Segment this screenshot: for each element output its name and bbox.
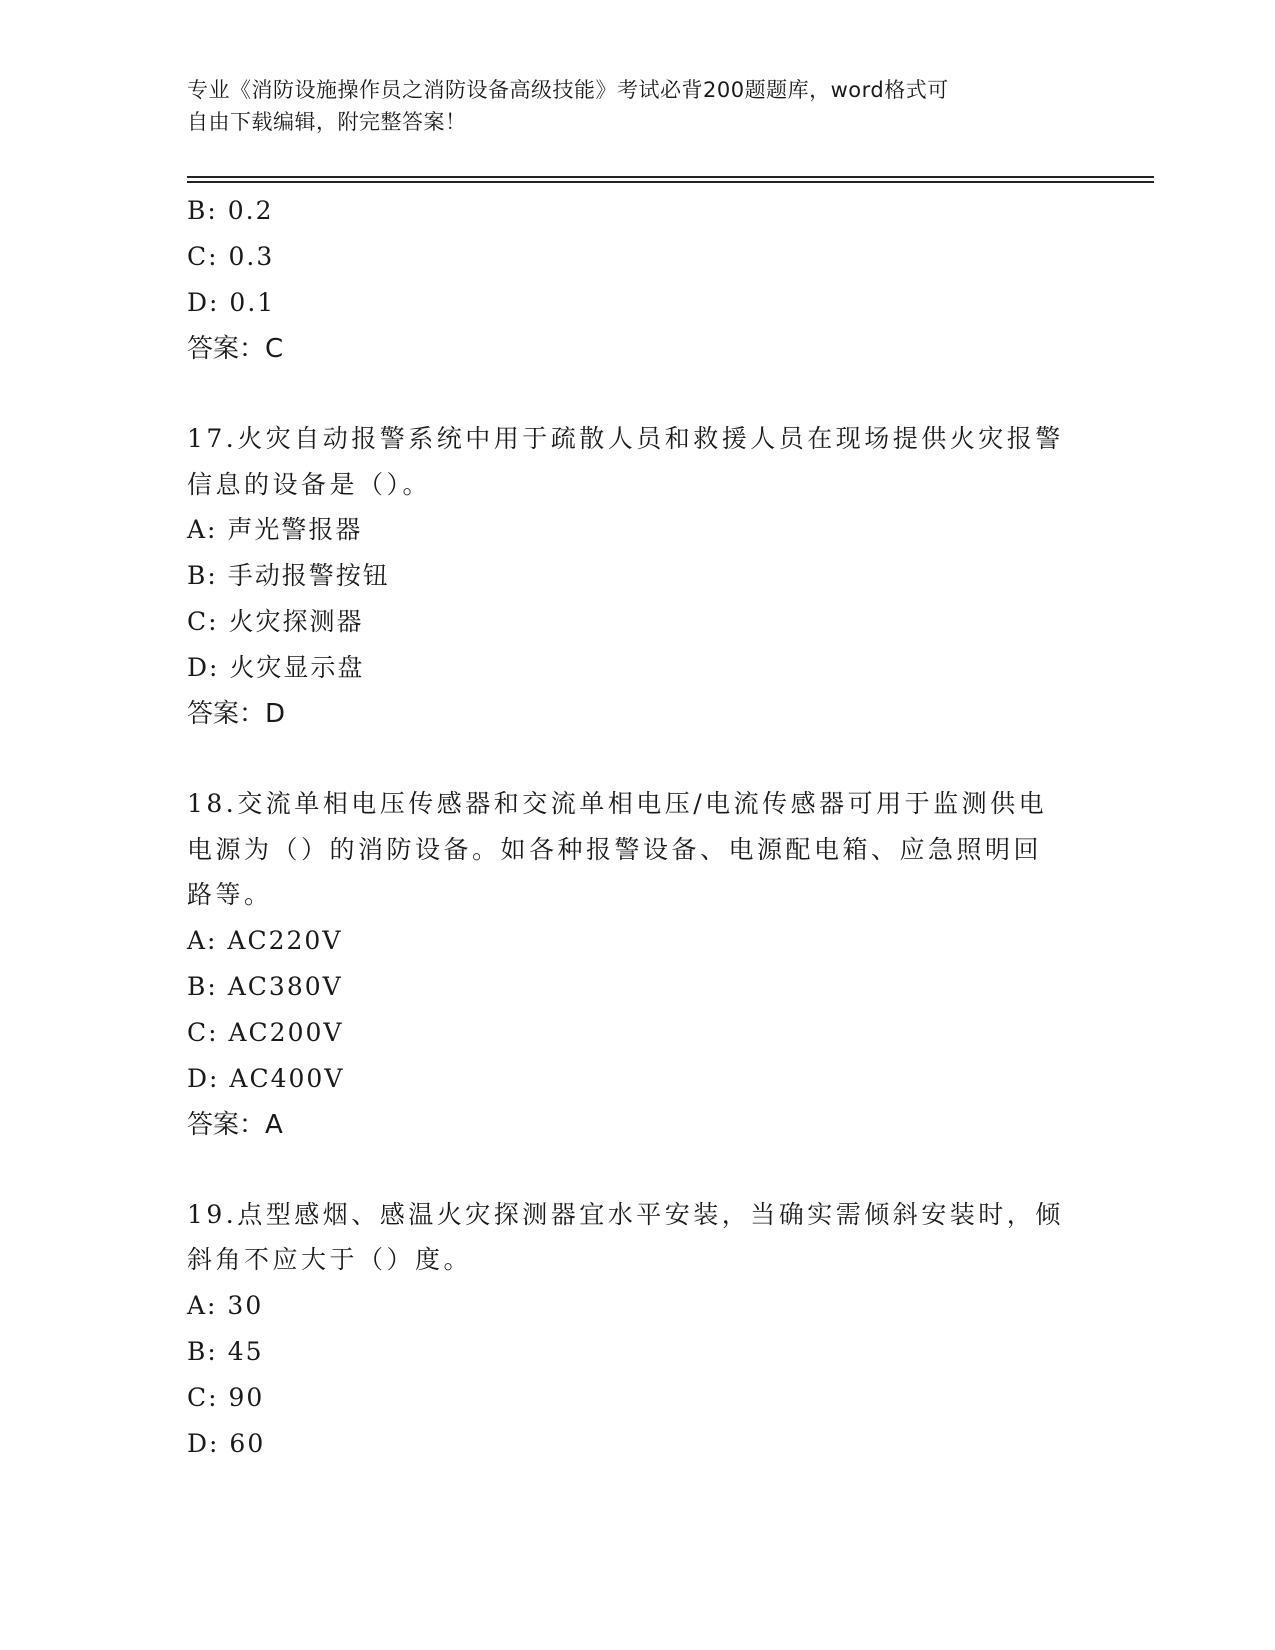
option-c: C: 火灾探测器 bbox=[187, 607, 364, 636]
header-divider-bottom bbox=[187, 181, 1154, 183]
option-b: B: AC380V bbox=[187, 971, 343, 1001]
option-d: D: 0.1 bbox=[187, 288, 276, 317]
question-stem bbox=[187, 416, 1067, 507]
header-divider-top bbox=[187, 176, 1154, 178]
option-a: A: 30 bbox=[187, 1290, 264, 1320]
stem-line: 17.火灾自动报警系统中用于疏散人员和救援人员在现场提供火灾报警 bbox=[187, 424, 1064, 453]
option-b: B: 0.2 bbox=[187, 196, 274, 225]
stem-line: 电源为（）的消防设备。如各种报警设备、电源配电箱、应急照明回 bbox=[187, 834, 1043, 864]
option-d: D: AC400V bbox=[187, 1063, 345, 1093]
question-list bbox=[187, 188, 1087, 1467]
option-c: C: 0.3 bbox=[187, 242, 275, 271]
question-18 bbox=[187, 781, 1087, 1148]
answer-line: 答案：A bbox=[187, 1109, 283, 1140]
answer-line: 答案：C bbox=[187, 334, 284, 364]
stem-line: 斜角不应大于（）度。 bbox=[187, 1245, 473, 1274]
option-d: D: 火灾显示盘 bbox=[187, 653, 365, 682]
option-d: D: 60 bbox=[187, 1428, 266, 1458]
option-a: A: AC220V bbox=[187, 925, 343, 955]
question-stem bbox=[187, 781, 1067, 918]
option-c: C: 90 bbox=[187, 1382, 265, 1412]
stem-line: 路等。 bbox=[187, 880, 273, 909]
question-19 bbox=[187, 1192, 1087, 1467]
option-c: C: AC200V bbox=[187, 1017, 344, 1047]
option-b: B: 手动报警按钮 bbox=[187, 561, 390, 590]
header-line-2: 自由下载编辑，附完整答案！ bbox=[187, 110, 467, 134]
option-b: B: 45 bbox=[187, 1336, 264, 1366]
option-a: A: 声光警报器 bbox=[187, 515, 363, 544]
stem-line: 信息的设备是（）。 bbox=[187, 469, 432, 499]
document-header bbox=[187, 74, 1087, 138]
answer-line: 答案：D bbox=[187, 699, 286, 729]
stem-line: 19.点型感烟、感温火灾探测器宜水平安装，当确实需倾斜安装时，倾 bbox=[187, 1199, 1064, 1229]
question-16-continued bbox=[187, 188, 1087, 372]
question-17 bbox=[187, 416, 1087, 737]
stem-line: 18.交流单相电压传感器和交流单相电压/电流传感器可用于监测供电 bbox=[187, 789, 1048, 818]
header-line-1: 专业《消防设施操作员之消防设备高级技能》考试必背200题题库，word格式可 bbox=[187, 78, 949, 102]
question-stem bbox=[187, 1192, 1067, 1283]
